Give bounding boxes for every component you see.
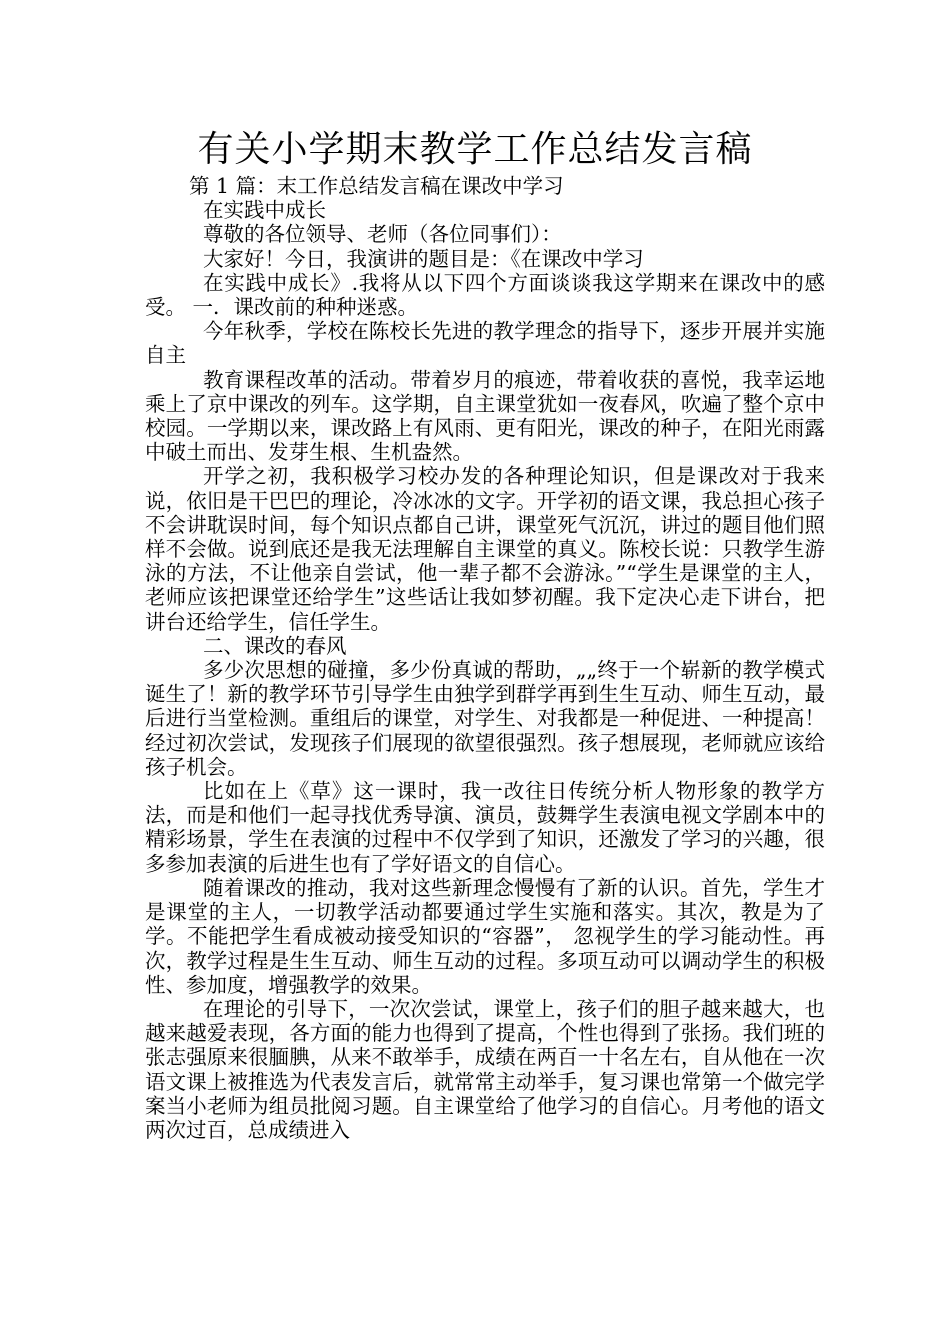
paragraph: 比如在上《草》这一课时，我一改往日传统分析人物形象的教学方法，而是和他们一起寻找优秀导演、演员，鼓舞学生表演电视文学剧本中的精彩场景，学生在表演的过程中不仅学到了知识，还激发了学习的兴趣，很多参加表演的后进生也有了学好语文的自信心。 — [145, 779, 825, 876]
paragraph: 随着课改的推动，我对这些新理念慢慢有了新的认识。首先，学生才是课堂的主人，一切教学活动都要通过学生实施和落实。其次，教是为了学。不能把学生看成被动接受知识的“容器”， 忽视学生的学习能动性。再次，教学过程是生生互动、师生互动的过程。多项互动可以调动学生的积极性、参加度，增强教学的效果。 — [145, 875, 825, 997]
paragraph: 在实践中成长 — [203, 198, 326, 223]
document-title: 有关小学期末教学工作总结发言稿 — [197, 129, 753, 170]
paragraph: 多少次思想的碰撞，多少份真诚的帮助，„„终于一个崭新的教学模式诞生了！新的教学环节引导学生由独学到群学再到生生互动、师生互动，最后进行当堂检测。重组后的课堂，对学生、对我都是一种促进、一种提高！经过初次尝试，发现孩子们展现的欲望很强烈。孩子想展现，老师就应该给孩子机会。 — [145, 658, 825, 779]
paragraph: 开学之初，我积极学习校办发的各种理论知识，但是课改对于我来说，依旧是干巴巴的理论，冷冰冰的文字。开学初的语文课，我总担心孩子不会讲耽误时间，每个知识点都自己讲，课堂死气沉沉，讲过的题目他们照样不会做。说到底还是我无法理解自主课堂的真义。陈校长说：只教学生游泳的方法，不让他亲自尝试，他一辈子都不会游泳。”“学生是课堂的主人，老师应该把课堂还给学生”这些话让我如梦初醒。我下定决心走下讲台，把讲台还给学生，信任学生。 — [145, 464, 825, 634]
document-body — [145, 174, 825, 1142]
paragraph: 二、课改的春风 — [203, 633, 347, 658]
paragraph: 教育课程改革的活动。带着岁月的痕迹，带着收获的喜悦，我幸运地乘上了京中课改的列车。这学期，自主课堂犹如一夜春风，吹遍了整个京中校园。一学期以来，课改路上有风雨、更有阳光，课改的种子，在阳光雨露中破土而出、发芽生根、生机盎然。 — [145, 367, 825, 465]
paragraph: 第 1 篇：末工作总结发言稿在课改中学习 — [189, 174, 564, 198]
paragraph: 在理论的引导下，一次次尝试，课堂上，孩子们的胆子越来越大，也越来越爱表现，各方面的能力也得到了提高，个性也得到了张扬。我们班的张志强原来很腼腆，从来不敢举手，成绩在两百一十名左右，自从他在一次语文课上被推选为代表发言后，就常常主动举手，复习课也常第一个做完学案当小老师为组员批阅习题。自主课堂给了他学习的自信心。月考他的语文两次过百，总成绩进入 — [145, 996, 825, 1142]
paragraph: 在实践中成长》.我将从以下四个方面谈谈我这学期来在课改中的感受。 一．课改前的种种迷惑。 — [145, 270, 825, 320]
paragraph: 今年秋季，学校在陈校长先进的教学理念的指导下，逐步开展并实施自主 — [145, 319, 825, 368]
paragraph: 大家好！今日，我演讲的题目是：《在课改中学习 — [203, 246, 644, 271]
paragraph: 尊敬的各位领导、老师（各位同事们）： — [203, 222, 562, 247]
